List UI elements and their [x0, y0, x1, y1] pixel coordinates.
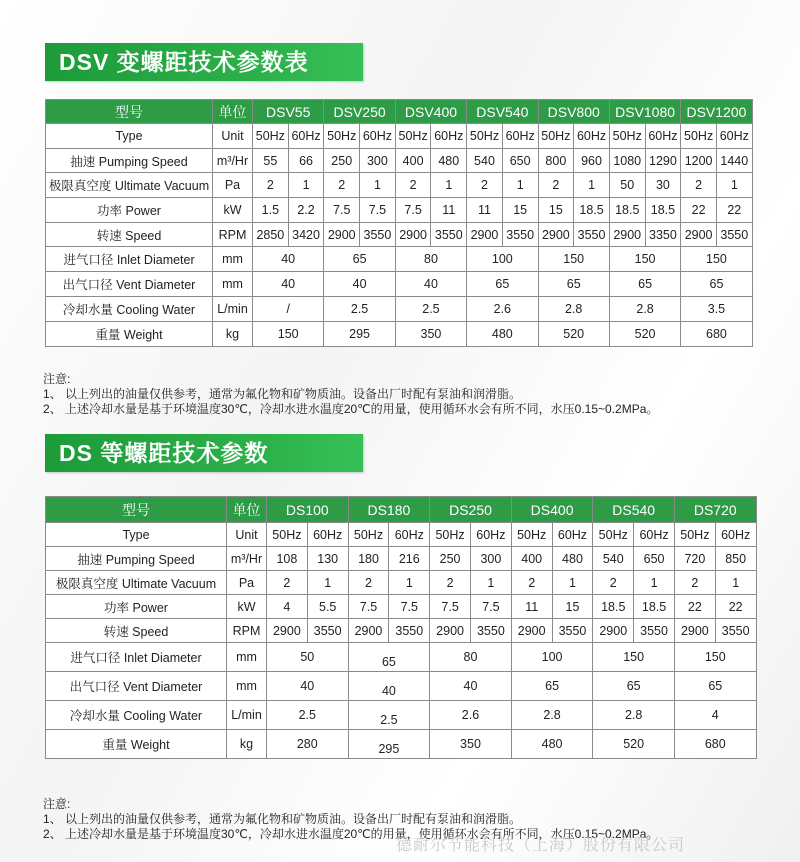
merged-cell-value: 680 — [681, 322, 752, 347]
cell-value: 650 — [502, 148, 538, 173]
note-line-2: 2、 上述冷却水量是基于环境温度30℃，冷却水进水温度20℃的用量，使用循环水会有所不同，水压0.15~0.2MPa。 — [43, 827, 659, 841]
table-header-row — [46, 100, 753, 124]
header-model-name: DSV1200 — [681, 100, 752, 124]
cell-value: 2 — [267, 571, 308, 595]
merged-cell-value: 40 — [348, 672, 430, 701]
cell-value: 400 — [395, 148, 431, 173]
merged-cell-value: 520 — [609, 322, 680, 347]
header-model-label: 型号 — [46, 497, 227, 523]
cell-value: 3550 — [552, 619, 593, 643]
header-model-name: DSV540 — [467, 100, 538, 124]
row-label: 转速 Speed — [46, 222, 213, 247]
row-label: 进气口径 Inlet Diameter — [46, 247, 213, 272]
merged-cell-value: 40 — [430, 672, 512, 701]
cell-value: 720 — [674, 547, 715, 571]
row-label: 重量 Weight — [46, 730, 227, 759]
cell-value: 60Hz — [634, 523, 675, 547]
cell-value: 180 — [348, 547, 389, 571]
merged-cell-value: 150 — [681, 247, 752, 272]
merged-cell-value: 80 — [430, 643, 512, 672]
cell-value: 3550 — [470, 619, 511, 643]
row-label: 功率 Power — [46, 198, 213, 223]
table-row — [46, 701, 757, 730]
cell-value: 2850 — [253, 222, 289, 247]
cell-value: 60Hz — [307, 523, 348, 547]
cell-value: 7.5 — [395, 198, 431, 223]
cell-value: 5.5 — [307, 595, 348, 619]
cell-value: 650 — [634, 547, 675, 571]
cell-value: 60Hz — [715, 523, 756, 547]
table-row — [46, 297, 753, 322]
merged-cell-value: 2.5 — [267, 701, 349, 730]
merged-cell-value: 2.8 — [511, 701, 593, 730]
header-model-name: DSV400 — [395, 100, 466, 124]
row-label: 极限真空度 Ultimate Vacuum — [46, 571, 227, 595]
table-row — [46, 547, 757, 571]
cell-value: 3550 — [389, 619, 430, 643]
cell-value: 50Hz — [348, 523, 389, 547]
cell-value: 850 — [715, 547, 756, 571]
row-unit: m³/Hr — [227, 547, 267, 571]
merged-cell-value: 40 — [324, 272, 395, 297]
ds-spec-table — [45, 496, 757, 759]
merged-cell-value: 150 — [609, 247, 680, 272]
cell-value: 1290 — [645, 148, 681, 173]
table-row — [46, 730, 757, 759]
cell-value: 3550 — [634, 619, 675, 643]
merged-cell-value: 2.5 — [395, 297, 466, 322]
cell-value: 2 — [430, 571, 471, 595]
table-row — [46, 272, 753, 297]
cell-value: 60Hz — [431, 124, 467, 149]
cell-value: 1 — [307, 571, 348, 595]
cell-value: 3550 — [502, 222, 538, 247]
row-unit: kg — [213, 322, 253, 347]
row-unit: m³/Hr — [213, 148, 253, 173]
cell-value: 60Hz — [288, 124, 324, 149]
cell-value: 60Hz — [716, 124, 752, 149]
note-line-2: 2、 上述冷却水量是基于环境温度30℃，冷却水进水温度20℃的用量，使用循环水会有所不同，水压0.15~0.2MPa。 — [43, 402, 659, 416]
header-model-name: DSV55 — [253, 100, 324, 124]
row-unit: Unit — [227, 523, 267, 547]
merged-cell-value: 280 — [267, 730, 349, 759]
merged-cell-value: 65 — [609, 272, 680, 297]
merged-cell-value: 40 — [267, 672, 349, 701]
company-footer: 德耐尔节能科技（上海）股份有限公司 — [396, 837, 686, 854]
cell-value: 1 — [574, 173, 610, 198]
merged-cell-value: 480 — [511, 730, 593, 759]
cell-value: 7.5 — [430, 595, 471, 619]
merged-cell-value: 40 — [253, 247, 324, 272]
merged-cell-value: 65 — [324, 247, 395, 272]
cell-value: 50Hz — [681, 124, 717, 149]
row-unit: mm — [227, 672, 267, 701]
cell-value: 60Hz — [389, 523, 430, 547]
cell-value: 3350 — [645, 222, 681, 247]
cell-value: 30 — [645, 173, 681, 198]
cell-value: 50Hz — [538, 124, 574, 149]
merged-cell-value: 150 — [593, 643, 675, 672]
cell-value: 18.5 — [634, 595, 675, 619]
cell-value: 108 — [267, 547, 308, 571]
row-unit: RPM — [227, 619, 267, 643]
dsv-spec-table — [45, 99, 753, 347]
cell-value: 50Hz — [593, 523, 634, 547]
table-row — [46, 148, 753, 173]
cell-value: 3420 — [288, 222, 324, 247]
merged-cell-value: 65 — [674, 672, 756, 701]
cell-value: 3550 — [431, 222, 467, 247]
cell-value: 2900 — [324, 222, 360, 247]
cell-value: 60Hz — [470, 523, 511, 547]
cell-value: 55 — [253, 148, 289, 173]
merged-cell-value: 2.8 — [538, 297, 609, 322]
row-label: 抽速 Pumping Speed — [46, 547, 227, 571]
merged-cell-value: 2.8 — [609, 297, 680, 322]
merged-cell-value: 4 — [674, 701, 756, 730]
row-unit: kW — [227, 595, 267, 619]
note-line-1: 1、 以上列出的油量仅供参考，通常为氟化物和矿物质油。设备出厂时配有泵油和润滑脂。 — [43, 387, 522, 401]
row-label: 进气口径 Inlet Diameter — [46, 643, 227, 672]
cell-value: 300 — [470, 547, 511, 571]
merged-cell-value: 65 — [538, 272, 609, 297]
cell-value: 2 — [253, 173, 289, 198]
cell-value: 7.5 — [360, 198, 396, 223]
cell-value: 3550 — [716, 222, 752, 247]
cell-value: 50Hz — [511, 523, 552, 547]
merged-cell-value: 50 — [267, 643, 349, 672]
merged-cell-value: 2.6 — [430, 701, 512, 730]
row-label: Type — [46, 124, 213, 149]
cell-value: 2900 — [467, 222, 503, 247]
cell-value: 480 — [431, 148, 467, 173]
row-unit: mm — [213, 247, 253, 272]
row-unit: mm — [213, 272, 253, 297]
cell-value: 2.2 — [288, 198, 324, 223]
cell-value: 50Hz — [324, 124, 360, 149]
table-row — [46, 643, 757, 672]
merged-cell-value: 100 — [511, 643, 593, 672]
merged-cell-value: 65 — [467, 272, 538, 297]
cell-value: 2900 — [430, 619, 471, 643]
merged-cell-value: / — [253, 297, 324, 322]
merged-cell-value: 65 — [348, 643, 430, 672]
merged-cell-value: 40 — [253, 272, 324, 297]
cell-value: 50Hz — [674, 523, 715, 547]
table-row — [46, 619, 757, 643]
cell-value: 7.5 — [324, 198, 360, 223]
merged-cell-value: 350 — [430, 730, 512, 759]
table-row — [46, 222, 753, 247]
cell-value: 540 — [467, 148, 503, 173]
merged-cell-value: 3.5 — [681, 297, 752, 322]
cell-value: 2 — [467, 173, 503, 198]
row-unit: RPM — [213, 222, 253, 247]
cell-value: 2 — [511, 571, 552, 595]
cell-value: 1 — [716, 173, 752, 198]
header-model-name: DS720 — [674, 497, 756, 523]
cell-value: 2900 — [267, 619, 308, 643]
merged-cell-value: 520 — [538, 322, 609, 347]
cell-value: 60Hz — [645, 124, 681, 149]
row-label: 抽速 Pumping Speed — [46, 148, 213, 173]
cell-value: 18.5 — [645, 198, 681, 223]
header-model-name: DS400 — [511, 497, 593, 523]
merged-cell-value: 2.5 — [324, 297, 395, 322]
cell-value: 15 — [538, 198, 574, 223]
cell-value: 18.5 — [574, 198, 610, 223]
merged-cell-value: 350 — [395, 322, 466, 347]
merged-cell-value: 80 — [395, 247, 466, 272]
merged-cell-value: 2.8 — [593, 701, 675, 730]
cell-value: 7.5 — [348, 595, 389, 619]
cell-value: 50Hz — [609, 124, 645, 149]
header-model-name: DSV250 — [324, 100, 395, 124]
header-unit-label: 单位 — [227, 497, 267, 523]
merged-cell-value: 680 — [674, 730, 756, 759]
merged-cell-value: 65 — [511, 672, 593, 701]
dsv-section-title: DSV 变螺距技术参数表 — [45, 43, 363, 81]
cell-value: 2 — [674, 571, 715, 595]
cell-value: 50Hz — [430, 523, 471, 547]
merged-cell-value: 65 — [681, 272, 752, 297]
row-unit: Unit — [213, 124, 253, 149]
cell-value: 11 — [511, 595, 552, 619]
row-unit: L/min — [213, 297, 253, 322]
row-label: 冷却水量 Cooling Water — [46, 701, 227, 730]
cell-value: 22 — [674, 595, 715, 619]
cell-value: 22 — [716, 198, 752, 223]
cell-value: 1.5 — [253, 198, 289, 223]
cell-value: 50Hz — [267, 523, 308, 547]
cell-value: 1 — [502, 173, 538, 198]
cell-value: 400 — [511, 547, 552, 571]
header-model-name: DS180 — [348, 497, 430, 523]
merged-cell-value: 295 — [348, 730, 430, 759]
cell-value: 1 — [431, 173, 467, 198]
cell-value: 66 — [288, 148, 324, 173]
cell-value: 60Hz — [552, 523, 593, 547]
cell-value: 1 — [360, 173, 396, 198]
row-unit: Pa — [213, 173, 253, 198]
cell-value: 2900 — [609, 222, 645, 247]
cell-value: 2900 — [538, 222, 574, 247]
header-model-name: DSV800 — [538, 100, 609, 124]
cell-value: 15 — [502, 198, 538, 223]
cell-value: 18.5 — [609, 198, 645, 223]
merged-cell-value: 520 — [593, 730, 675, 759]
cell-value: 2900 — [395, 222, 431, 247]
ds-section-title: DS 等螺距技术参数 — [45, 434, 363, 472]
note-line-1: 1、 以上列出的油量仅供参考，通常为氟化物和矿物质油。设备出厂时配有泵油和润滑脂。 — [43, 812, 522, 826]
cell-value: 2900 — [348, 619, 389, 643]
header-model-name: DSV1080 — [609, 100, 680, 124]
merged-cell-value: 100 — [467, 247, 538, 272]
cell-value: 2 — [324, 173, 360, 198]
cell-value: 2 — [395, 173, 431, 198]
cell-value: 216 — [389, 547, 430, 571]
cell-value: 50Hz — [253, 124, 289, 149]
cell-value: 480 — [552, 547, 593, 571]
cell-value: 130 — [307, 547, 348, 571]
cell-value: 7.5 — [470, 595, 511, 619]
row-unit: mm — [227, 643, 267, 672]
cell-value: 960 — [574, 148, 610, 173]
header-model-name: DS100 — [267, 497, 349, 523]
table-header-row — [46, 497, 757, 523]
table-row — [46, 173, 753, 198]
cell-value: 3550 — [574, 222, 610, 247]
row-label: 转速 Speed — [46, 619, 227, 643]
cell-value: 1080 — [609, 148, 645, 173]
cell-value: 15 — [552, 595, 593, 619]
table-row — [46, 247, 753, 272]
cell-value: 2900 — [681, 222, 717, 247]
cell-value: 1200 — [681, 148, 717, 173]
cell-value: 2 — [538, 173, 574, 198]
table-row — [46, 322, 753, 347]
cell-value: 2900 — [511, 619, 552, 643]
merged-cell-value: 2.6 — [467, 297, 538, 322]
cell-value: 2 — [681, 173, 717, 198]
cell-value: 1 — [288, 173, 324, 198]
cell-value: 2 — [593, 571, 634, 595]
cell-value: 4 — [267, 595, 308, 619]
row-label: 冷却水量 Cooling Water — [46, 297, 213, 322]
merged-cell-value: 65 — [593, 672, 675, 701]
table-row — [46, 672, 757, 701]
cell-value: 50Hz — [467, 124, 503, 149]
cell-value: 22 — [715, 595, 756, 619]
merged-cell-value: 150 — [538, 247, 609, 272]
row-unit: L/min — [227, 701, 267, 730]
cell-value: 3550 — [715, 619, 756, 643]
cell-value: 250 — [430, 547, 471, 571]
table-row — [46, 571, 757, 595]
header-unit-label: 单位 — [213, 100, 253, 124]
cell-value: 50 — [609, 173, 645, 198]
cell-value: 50Hz — [395, 124, 431, 149]
table-row — [46, 124, 753, 149]
cell-value: 2 — [348, 571, 389, 595]
notes-heading: 注意: — [43, 797, 71, 811]
cell-value: 2900 — [593, 619, 634, 643]
merged-cell-value: 295 — [324, 322, 395, 347]
cell-value: 1 — [389, 571, 430, 595]
cell-value: 1 — [552, 571, 593, 595]
cell-value: 18.5 — [593, 595, 634, 619]
cell-value: 1 — [715, 571, 756, 595]
notes-heading: 注意: — [43, 372, 71, 386]
row-unit: kg — [227, 730, 267, 759]
merged-cell-value: 150 — [253, 322, 324, 347]
cell-value: 300 — [360, 148, 396, 173]
cell-value: 60Hz — [360, 124, 396, 149]
cell-value: 11 — [467, 198, 503, 223]
cell-value: 60Hz — [574, 124, 610, 149]
cell-value: 7.5 — [389, 595, 430, 619]
cell-value: 250 — [324, 148, 360, 173]
header-model-label: 型号 — [46, 100, 213, 124]
dsv-notes — [43, 372, 658, 417]
header-model-name: DS250 — [430, 497, 512, 523]
cell-value: 540 — [593, 547, 634, 571]
cell-value: 3550 — [360, 222, 396, 247]
row-label: 重量 Weight — [46, 322, 213, 347]
cell-value: 1440 — [716, 148, 752, 173]
merged-cell-value: 150 — [674, 643, 756, 672]
cell-value: 1 — [634, 571, 675, 595]
table-row — [46, 198, 753, 223]
header-model-name: DS540 — [593, 497, 675, 523]
cell-value: 11 — [431, 198, 467, 223]
row-label: 功率 Power — [46, 595, 227, 619]
cell-value: 2900 — [674, 619, 715, 643]
row-label: 极限真空度 Ultimate Vacuum — [46, 173, 213, 198]
row-unit: kW — [213, 198, 253, 223]
row-unit: Pa — [227, 571, 267, 595]
merged-cell-value: 40 — [395, 272, 466, 297]
row-label: Type — [46, 523, 227, 547]
merged-cell-value: 2.5 — [348, 701, 430, 730]
table-row — [46, 523, 757, 547]
cell-value: 1 — [470, 571, 511, 595]
row-label: 出气口径 Vent Diameter — [46, 672, 227, 701]
cell-value: 3550 — [307, 619, 348, 643]
merged-cell-value: 480 — [467, 322, 538, 347]
cell-value: 60Hz — [502, 124, 538, 149]
cell-value: 22 — [681, 198, 717, 223]
table-row — [46, 595, 757, 619]
cell-value: 800 — [538, 148, 574, 173]
row-label: 出气口径 Vent Diameter — [46, 272, 213, 297]
